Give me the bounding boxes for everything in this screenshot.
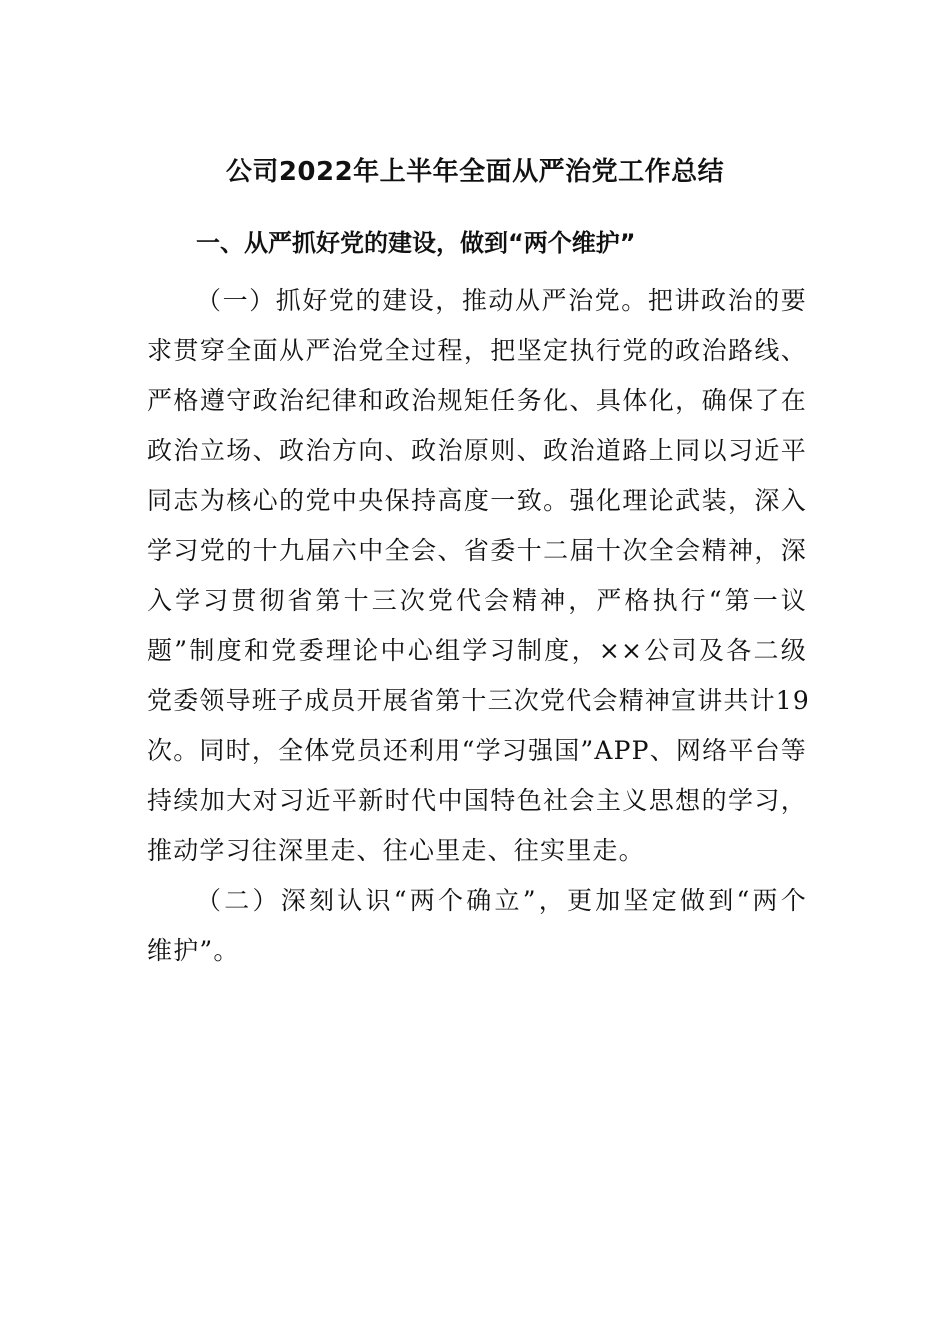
document-title: 公司2022年上半年全面从严治党工作总结 <box>225 157 725 187</box>
paragraph-1-line: 持续加大对习近平新时代中国特色社会主义思想的学习， <box>147 786 807 815</box>
paragraph-1-line: 学习党的十九届六中全会、省委十二届十次全会精神，深 <box>147 536 807 565</box>
section-heading-1: 一、从严抓好党的建设，做到“两个维护” <box>196 229 636 257</box>
paragraph-2-line: （二）深刻认识“两个确立”，更加坚定做到“两个 <box>196 886 807 915</box>
paragraph-1-line: （一）抓好党的建设，推动从严治党。把讲政治的要 <box>196 286 807 315</box>
paragraph-1-line: 求贯穿全面从严治党全过程，把坚定执行党的政治路线、 <box>147 336 807 365</box>
paragraph-1-line: 同志为核心的党中央保持高度一致。强化理论武装，深入 <box>147 486 807 515</box>
paragraph-1-line: 入学习贯彻省第十三次党代会精神，严格执行“第一议 <box>147 586 807 615</box>
paragraph-1-line: 政治立场、政治方向、政治原则、政治道路上同以习近平 <box>147 436 807 465</box>
paragraph-1-line: 推动学习往深里走、往心里走、往实里走。 <box>147 836 645 865</box>
paragraph-1-line: 党委领导班子成员开展省第十三次党代会精神宣讲共计19 <box>147 686 811 715</box>
paragraph-1-line: 次。同时，全体党员还利用“学习强国”APP、网络平台等 <box>147 736 807 765</box>
paragraph-2-line: 维护”。 <box>147 936 240 965</box>
paragraph-1-line: 严格遵守政治纪律和政治规矩任务化、具体化，确保了在 <box>147 386 807 415</box>
paragraph-1-line: 题”制度和党委理论中心组学习制度，××公司及各二级 <box>147 636 807 665</box>
